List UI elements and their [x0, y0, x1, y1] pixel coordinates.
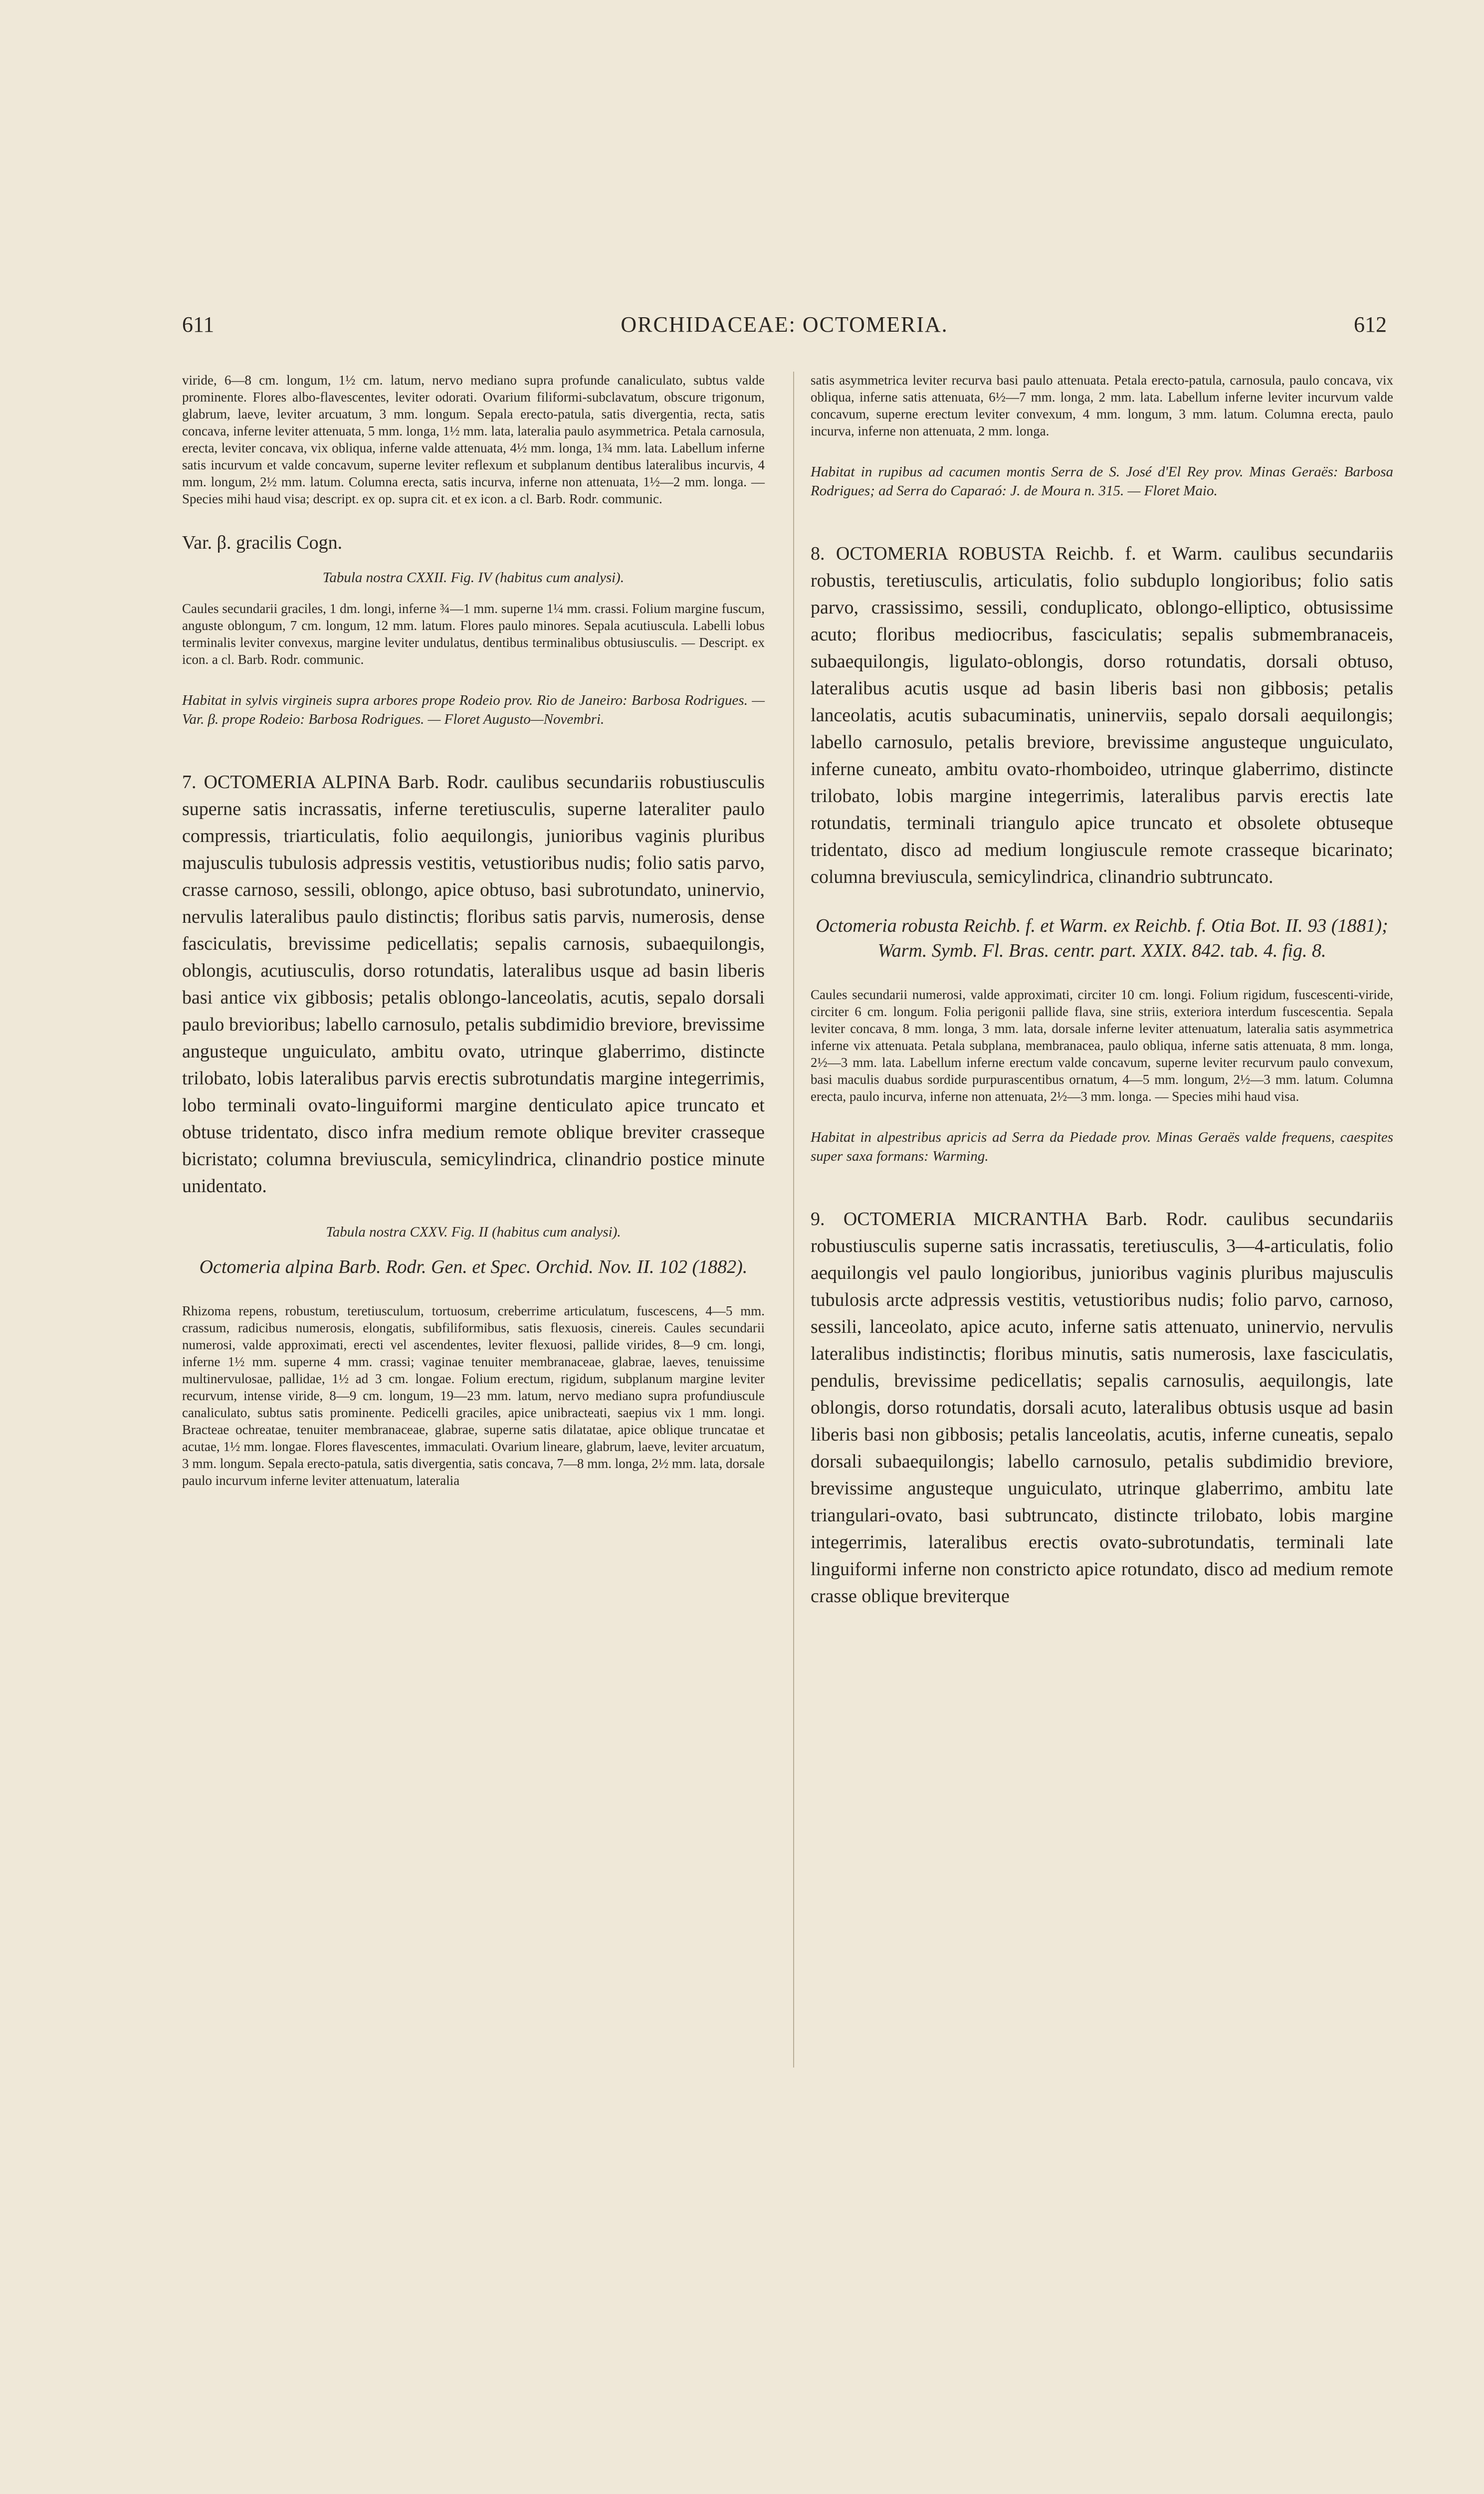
species-8-citation: Octomeria robusta Reichb. f. et Warm. ex Reichb. f. Otia Bot. II. 93 (1881); Warm. Symb. Fl. Bras. centr. part. XXIX. 842. tab. 4. fig. 8.	[816, 915, 1388, 961]
running-header	[182, 312, 1387, 347]
description-continued: viride, 6—8 cm. longum, 1½ cm. latum, nervo mediano supra profunde canaliculato, subtus valde prominente. Flores albo-flavescentes, leviter odorati. Ovarium filiformi-subclavatum, obscure trigonum, glabrum, laeve, leviter arcuatum, 3 mm. longum. Sepala erecto-patula, satis divergentia, recta, satis concava, inferne leviter attenuata, 5 mm. longa, 1½ mm. lata, lateralia paulo asymmetrica. Petala carnosula, erecta, leviter concava, vix obliqua, inferne valde attenuata, 4½ mm. longa, 1¾ mm. lata. Labellum inferne satis incurvum et valde concavum, superne leviter reflexum et subplanum dentibus lateralibus incurvis, 4 mm. longum, 2½ mm. latum. Columna erecta, satis incurva, inferne non attenuata, 1½—2 mm. longa. — Species mihi haud visa; descript. ex op. supra cit. et ex icon. a cl. Barb. Rodr. communic.	[182, 373, 765, 506]
right-column	[811, 372, 1393, 1610]
variety-heading: Var. β. gracilis Cogn.	[182, 532, 343, 553]
species-7-plate-reference: Tabula nostra CXXV. Fig. II (habitus cum analysi).	[326, 1224, 621, 1240]
left-column	[182, 372, 765, 1489]
variety-plate-reference: Tabula nostra CXXII. Fig. IV (habitus cum analysi).	[322, 570, 625, 586]
column-divider	[793, 372, 794, 2068]
variety-description: Caules secundarii graciles, 1 dm. longi, inferne ¾—1 mm. superne 1¼ mm. crassi. Folium margine fuscum, anguste oblongum, 7 cm. longum, 12 mm. latum. Flores paulo minores. Sepala acutiuscula. Labelli lobus terminalis leviter convexus, margine leviter undulatus, dentibus terminalibus obtusiusculis. — Descript. ex icon. a cl. Barb. Rodr. communic.	[182, 601, 765, 667]
species-8-habitat: Habitat in alpestribus apricis ad Serra da Piedade prov. Minas Geraës valde frequens, caespites super saxa formans: Warming.	[811, 1129, 1393, 1164]
page-number-right: 612	[1354, 312, 1387, 337]
species-9-diagnosis: 9. OCTOMERIA MICRANTHA Barb. Rodr. caulibus secundariis robustiusculis superne satis incrassatis, teretiusculis, 3—4-articulatis, folio aequilongis vel paulo longioribus, junioribus vaginis pluribus majusculis tubulosis arcte adpressis vestitis, vetustioribus nudis; folio parvo, carnoso, sessili, lanceolato, apice acuto, inferne satis attenuato, uninervio, nervulis lateralibus indistinctis; floribus minutis, satis numerosis, laxe fasciculatis, pendulis, brevissime pedicellatis; sepalis carnosulis, aequilongis, late oblongis, dorso rotundatis, dorsali acuto, lateralibus obtusis usque ad basin liberis basi non gibbosis; petalis lanceolatis, acutis, inferne cuneatis, sepalo dorsali subaequilongis; labello carnosulo, petalis subdimidio breviore, brevissime angusteque unguiculato, utrinque glaberrimo, ambitu late triangulari-ovato, basi subtruncato, distincte trilobato, lobis margine integerrimis, lateralibus erectis ovato-subrotundatis, terminali late linguiformi inferne non constricto apice rotundato, disco ad medium remote crasse oblique breviterque	[811, 1209, 1393, 1607]
species-8-diagnosis: 8. OCTOMERIA ROBUSTA Reichb. f. et Warm. caulibus secundariis robustis, teretiusculis, articulatis, folio subduplo longioribus; folio satis parvo, crassissimo, sessili, conduplicato, oblongo-elliptico, obtusissime acuto; floribus mediocribus, fasciculatis; sepalis submembranaceis, subaequilongis, ligulato-oblongis, dorso rotundatis, dorsali obtuso, lateralibus acutis usque ad basin liberis basi non gibbosis; petalis lanceolatis, acutis subacuminatis, uninerviis, sepalo dorsali aequilongis; labello carnosulo, petalis breviore, brevissime angusteque unguiculato, inferne cuneato, ambitu ovato-rhomboideo, utrinque glaberrimo, distincte trilobato, lobis margine integerrimis, lateralibus parvis erectis late rotundatis, terminali triangulo apice truncato et obsolete obtuseque tridentato, disco ad medium longiuscule remote crasseque bicarinato; columna breviuscula, semicylindrica, clinandrio subtruncato.	[811, 543, 1393, 887]
species-7-citation: Octomeria alpina Barb. Rodr. Gen. et Spec. Orchid. Nov. II. 102 (1882).	[199, 1256, 748, 1277]
running-title: ORCHIDACEAE: OCTOMERIA.	[621, 312, 948, 337]
species-7-description: Rhizoma repens, robustum, teretiusculum, tortuosum, creberrime articulatum, fuscescens, 4—5 mm. crassum, radicibus numerosis, elongatis, subfiliformibus, satis flexuosis, cinereis. Caules secundarii numerosi, valde approximati, erecti vel ascendentes, leviter flexuosi, pallide virides, 8—9 cm. longi, inferne 1½ mm. superne 4 mm. crassi; vaginae tenuiter membranaceae, glabrae, laeves, tenuissime multinervulosae, pallidae, 1½ ad 3 cm. longae. Folium erectum, rigidum, subplanum margine leviter recurvum, intense viride, 8—9 cm. longum, 19—23 mm. latum, nervo mediano supra profundiuscule canaliculato, subtus satis prominente. Pedicelli graciles, apice unibracteati, saepius vix 1 mm. longi. Bracteae ochreatae, tenuiter membranaceae, glabrae, superne satis dilatatae, apice oblique truncatae et acutae, 1½ mm. longae. Flores flavescentes, immaculati. Ovarium lineare, glabrum, laeve, leviter arcuatum, 3 mm. longum. Sepala erecto-patula, satis divergentia, satis concava, 7—8 mm. longa, 2½ mm. lata, dorsale paulo incurvum inferne leviter attenuatum, lateralia	[182, 1303, 765, 1488]
habitat-note: Habitat in sylvis virgineis supra arbores prope Rodeio prov. Rio de Janeiro: Barbosa Rodrigues. — Var. β. prope Rodeio: Barbosa Rodrigues. — Floret Augusto—Novembri.	[182, 692, 765, 727]
species-7-habitat: Habitat in rupibus ad cacumen montis Serra de S. José d'El Rey prov. Minas Geraës: Barbosa Rodrigues; ad Serra do Caparaó: J. de Moura n. 315. — Floret Maio.	[811, 464, 1393, 499]
species-7-diagnosis: 7. OCTOMERIA ALPINA Barb. Rodr. caulibus secundariis robustiusculis superne satis incrassatis, inferne teretiusculis, superne lateraliter paulo compressis, triarticulatis, folio aequilongis, junioribus vaginis pluribus majusculis tubulosis adpressis vestitis, vetustioribus nudis; folio satis parvo, crasse carnoso, sessili, oblongo, apice obtuso, basi subrotundato, uninervio, nervulis lateralibus paulo distinctis; floribus satis parvis, numerosis, dense fasciculatis, brevissime pedicellatis; sepalis carnosis, subaequilongis, oblongis, acutiusculis, dorso rotundatis, lateralibus usque ad basin liberis basi antice vix gibbosis; petalis oblongo-lanceolatis, acutis, sepalo dorsali paulo brevioribus; labello carnosulo, petalis subdimidio breviore, brevissime angusteque unguiculato, ambitu ovato, utrinque glaberrimo, distincte trilobato, lobis lateralibus parvis erectis subrotundatis margine integerrimis, lobo terminali ovato-linguiformi margine denticulato apice truncato et obtuse tridentato, disco infra medium remote oblique breviter crasseque bicristato; columna breviuscula, semicylindrica, clinandrio postice minute unidentato.	[182, 772, 765, 1197]
species-7-description-continued: satis asymmetrica leviter recurva basi paulo attenuata. Petala erecto-patula, carnosula, paulo concava, vix obliqua, inferne satis attenuata, 6½—7 mm. longa, 2 mm. lata. Labellum inferne leviter incurvum valde concavum, superne erectum leviter convexum, 4 mm. longum, 3 mm. latum. Columna erecta, paulo incurva, inferne non attenuata, 2 mm. longa.	[811, 373, 1393, 438]
species-8-description: Caules secundarii numerosi, valde approximati, circiter 10 cm. longi. Folium rigidum, fuscescenti-viride, circiter 6 cm. longum. Folia perigonii pallide flava, sine striis, exteriora interdum fuscescentia. Sepala leviter concava, 8 mm. longa, 3 mm. lata, dorsale inferne leviter attenuatum, lateralia satis asymmetrica inferne vix attenuata. Petala subplana, membranacea, paulo obliqua, inferne satis attenuata, 8 mm. longa, 2½—3 mm. lata. Labellum inferne erectum valde concavum, superne leviter recurvum paulo convexum, basi maculis duabus sordide purpurascentibus ornatum, 4—5 mm. longum, 2½—3 mm. latum. Columna erecta, paulo incurva, inferne non attenuata, 2½—3 mm. longa. — Species mihi haud visa.	[811, 987, 1393, 1104]
page-number-left: 611	[182, 312, 214, 337]
